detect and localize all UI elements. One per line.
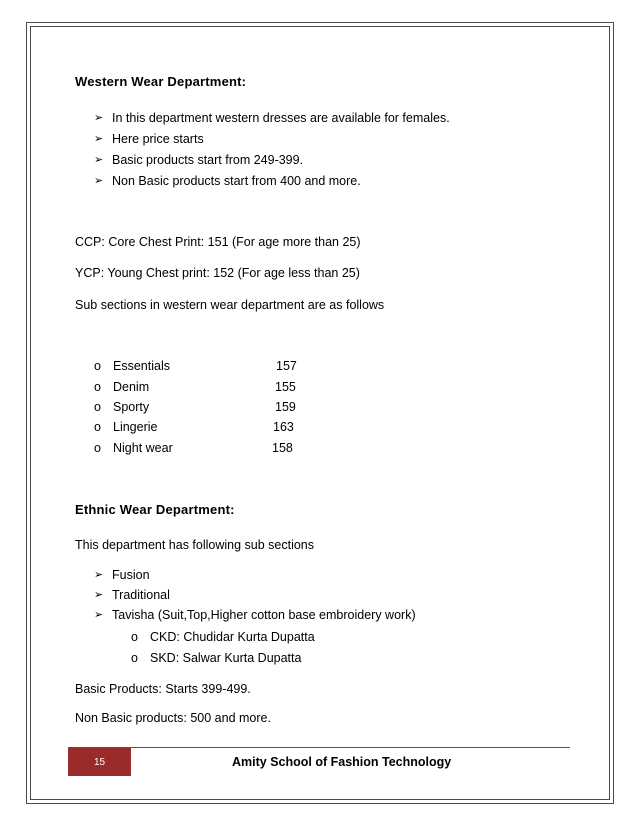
western-bullet-1: In this department western dresses are available for females.	[112, 111, 450, 125]
subsection-code: 159	[275, 400, 296, 414]
subsection-name: Essentials	[113, 359, 170, 373]
ethnic-bullet-2: Traditional	[112, 588, 170, 602]
ethnic-intro: This department has following sub sections	[75, 538, 315, 552]
arrow-bullet-icon: ➢	[94, 589, 104, 601]
subsection-name: Denim	[113, 380, 150, 394]
circle-bullet-icon: o	[94, 400, 101, 414]
ethnic-bullet-3: Tavisha (Suit,Top,Higher cotton base embroidery work)	[112, 608, 416, 622]
subsection-name: Sporty	[113, 400, 150, 414]
non-basic-products: Non Basic products: 500 and more.	[75, 711, 271, 725]
footer-rule	[68, 747, 570, 748]
footer-institution: Amity School of Fashion Technology	[232, 755, 452, 769]
circle-bullet-icon: o	[131, 651, 138, 665]
ethnic-heading: Ethnic Wear Department:	[75, 502, 235, 517]
arrow-bullet-icon: ➢	[94, 569, 104, 581]
subsection-name: Night wear	[113, 441, 173, 455]
ethnic-sub-bullet-2: SKD: Salwar Kurta Dupatta	[150, 651, 302, 665]
ccp-line: CCP: Core Chest Print: 151 (For age more than 25)	[75, 235, 361, 249]
ethnic-bullet-1: Fusion	[112, 568, 150, 582]
circle-bullet-icon: o	[94, 420, 101, 434]
arrow-bullet-icon: ➢	[94, 609, 104, 621]
subsection-code: 157	[276, 359, 297, 373]
basic-products: Basic Products: Starts 399-499.	[75, 682, 251, 696]
circle-bullet-icon: o	[94, 359, 101, 373]
ycp-line: YCP: Young Chest print: 152 (For age less than 25)	[75, 266, 360, 280]
circle-bullet-icon: o	[131, 630, 138, 644]
western-bullet-4: Non Basic products start from 400 and more.	[112, 174, 361, 188]
western-heading: Western Wear Department:	[75, 74, 247, 89]
page-number	[68, 748, 131, 776]
subsection-code: 163	[273, 420, 294, 434]
circle-bullet-icon: o	[94, 441, 101, 455]
circle-bullet-icon: o	[94, 380, 101, 394]
arrow-bullet-icon: ➢	[94, 133, 104, 145]
arrow-bullet-icon: ➢	[94, 112, 104, 124]
arrow-bullet-icon: ➢	[94, 175, 104, 187]
subsection-name: Lingerie	[113, 420, 158, 434]
page-number-text: 15	[93, 756, 106, 768]
subsection-code: 158	[272, 441, 293, 455]
subsections-intro: Sub sections in western wear department are as follows	[75, 298, 385, 312]
western-bullet-2: Here price starts	[112, 132, 204, 146]
arrow-bullet-icon: ➢	[94, 154, 104, 166]
ethnic-sub-bullet-1: CKD: Chudidar Kurta Dupatta	[150, 630, 315, 644]
western-bullet-3: Basic products start from 249-399.	[112, 153, 304, 167]
subsection-code: 155	[275, 380, 296, 394]
